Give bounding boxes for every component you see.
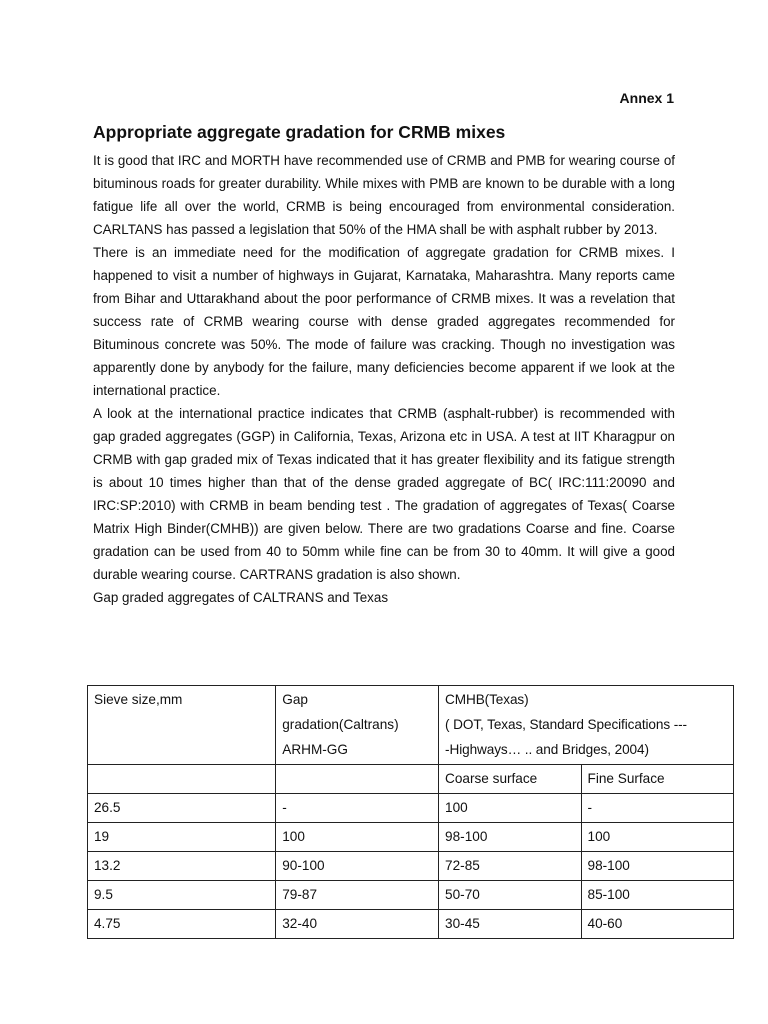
header-cmhb-texas: CMHB(Texas) ( DOT, Texas, Standard Specifications --- -Highways… .. and Bridges, 2004) — [439, 686, 734, 765]
table-cell: 4.75 — [88, 910, 276, 939]
paragraph: It is good that IRC and MORTH have recommended use of CRMB and PMB for wearing course of bituminous roads for greater durability. While mixes with PMB are known to be durable with a long fatigue life all over the world, CRMB is being encouraged from environmental consideration. CARLTANS has passed a legislation that 50% of the HMA shall be with asphalt rubber by 2013. — [93, 153, 675, 237]
table-header-row — [88, 686, 734, 765]
table-cell: 32-40 — [276, 910, 439, 939]
table-cell: 26.5 — [88, 794, 276, 823]
body-text — [93, 149, 675, 609]
subheader-coarse-surface: Coarse surface — [439, 765, 581, 794]
paragraph: A look at the international practice indicates that CRMB (asphalt-rubber) is recommended with gap graded aggregates (GGP) in California, Texas, Arizona etc in USA. A test at IIT Kharagpur on CRMB with gap graded mix of Texas indicated that it has greater flexibility and its fatigue strength is about 10 times higher than that of the dense graded aggregate of BC( IRC:111:20090 and IRC:SP:2010) with CRMB in beam bending test . The gradation of aggregates of Texas( Coarse Matrix High Binder(CMHB)) are given below. There are two gradations Coarse and fine. Coarse gradation can be used from 40 to 50mm while fine can be from 30 to 40mm. It will give a good durable wearing course. CARTRANS gradation is also shown. — [93, 406, 675, 582]
table-caption: Gap graded aggregates of CALTRANS and Texas — [93, 590, 389, 605]
table-cell: 13.2 — [88, 852, 276, 881]
table-cell: 100 — [581, 823, 733, 852]
annex-label: Annex 1 — [619, 90, 674, 106]
subheader-fine-surface: Fine Surface — [581, 765, 733, 794]
table-cell: - — [581, 794, 733, 823]
header-gap-gradation: Gap gradation(Caltrans) ARHM-GG — [276, 686, 439, 765]
table-cell: 98-100 — [439, 823, 581, 852]
table-cell: 98-100 — [581, 852, 733, 881]
table-cell: 85-100 — [581, 881, 733, 910]
page-title: Appropriate aggregate gradation for CRMB mixes — [93, 122, 506, 142]
table-cell: 9.5 — [88, 881, 276, 910]
table-cell: 100 — [439, 794, 581, 823]
header-sieve-size: Sieve size,mm — [88, 686, 276, 765]
table-cell: 19 — [88, 823, 276, 852]
table-row — [88, 794, 734, 823]
table-row — [88, 823, 734, 852]
subheader-cell — [88, 765, 276, 794]
table-cell: 50-70 — [439, 881, 581, 910]
table-cell: 30-45 — [439, 910, 581, 939]
gradation-table — [87, 685, 734, 939]
table-subheader-row — [88, 765, 734, 794]
table-cell: 72-85 — [439, 852, 581, 881]
table-row — [88, 852, 734, 881]
subheader-cell — [276, 765, 439, 794]
table-cell: 40-60 — [581, 910, 733, 939]
table-cell: 100 — [276, 823, 439, 852]
table-cell: 79-87 — [276, 881, 439, 910]
table-row — [88, 910, 734, 939]
table-cell: - — [276, 794, 439, 823]
table-row — [88, 881, 734, 910]
paragraph: There is an immediate need for the modification of aggregate gradation for CRMB mixes. I happened to visit a number of highways in Gujarat, Karnataka, Maharashtra. Many reports came from Bihar and Uttarakhand about the poor performance of CRMB mixes. It was a revelation that success rate of CRMB wearing course with dense graded aggregates recommended for Bituminous concrete was 50%. The mode of failure was cracking. Though no investigation was apparently done by anybody for the failure, many deficiencies become apparent if we look at the international practice. — [93, 245, 675, 398]
table-cell: 90-100 — [276, 852, 439, 881]
